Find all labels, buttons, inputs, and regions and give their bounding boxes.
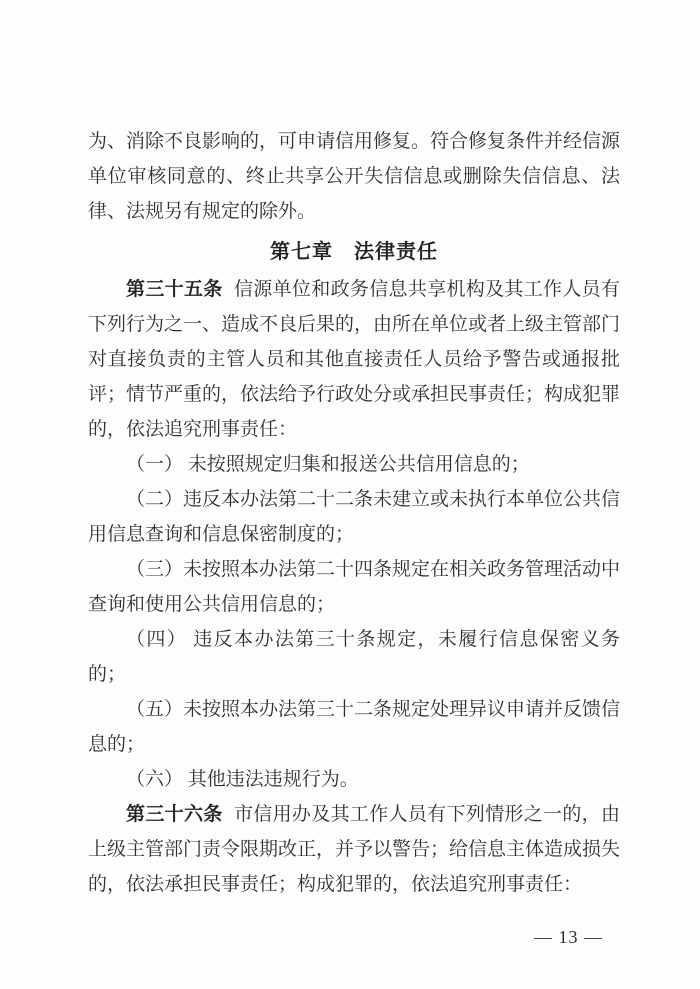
chapter-heading: 第七章 法律责任 bbox=[270, 241, 438, 263]
article-item: （三）未按照本办法第二十四条规定在相关政务管理活动中查询和使用公共信用信息的； bbox=[88, 559, 621, 615]
article-item: （五）未按照本办法第三十二条规定处理异议申请并反馈信息的； bbox=[88, 699, 621, 755]
paragraph: 为、消除不良影响的，可申请信用修复。符合修复条件并经信源单位审核同意的、终止共享公开失信信息或删除失信信息、法律、法规另有规定的除外。 bbox=[88, 131, 621, 222]
article-item: （一） 未按照规定归集和报送公共信用信息的； bbox=[126, 454, 530, 475]
article-paragraph: 第三十五条 信源单位和政务信息共享机构及其工作人员有下列行为之一、造成不良后果的，由所在单位或者上级主管部门对直接负责的主管人员和其他直接责任人员给予警告或通报批评；情节严重的，依法给予行政处分或承担民事责任；构成犯罪的，依法追究刑事责任： bbox=[88, 279, 621, 440]
article-number: 第三十五条 bbox=[126, 279, 223, 300]
article-item: （四） 违反本办法第三十条规定，未履行信息保密义务的； bbox=[88, 629, 620, 685]
article-item: （六） 其他违法违规行为。 bbox=[126, 769, 359, 790]
page-number-text: — 13 — bbox=[534, 927, 603, 947]
article-number: 第三十六条 bbox=[126, 804, 223, 825]
article-paragraph: 第三十六条 市信用办及其工作人员有下列情形之一的，由上级主管部门责令限期改正，并予以警告；给信息主体造成损失的，依法承担民事责任；构成犯罪的，依法追究刑事责任： bbox=[88, 804, 621, 895]
document-body bbox=[88, 124, 620, 902]
page-number bbox=[512, 901, 603, 973]
article-item: （二）违反本办法第二十二条未建立或未执行本单位公共信用信息查询和信息保密制度的； bbox=[88, 489, 621, 545]
